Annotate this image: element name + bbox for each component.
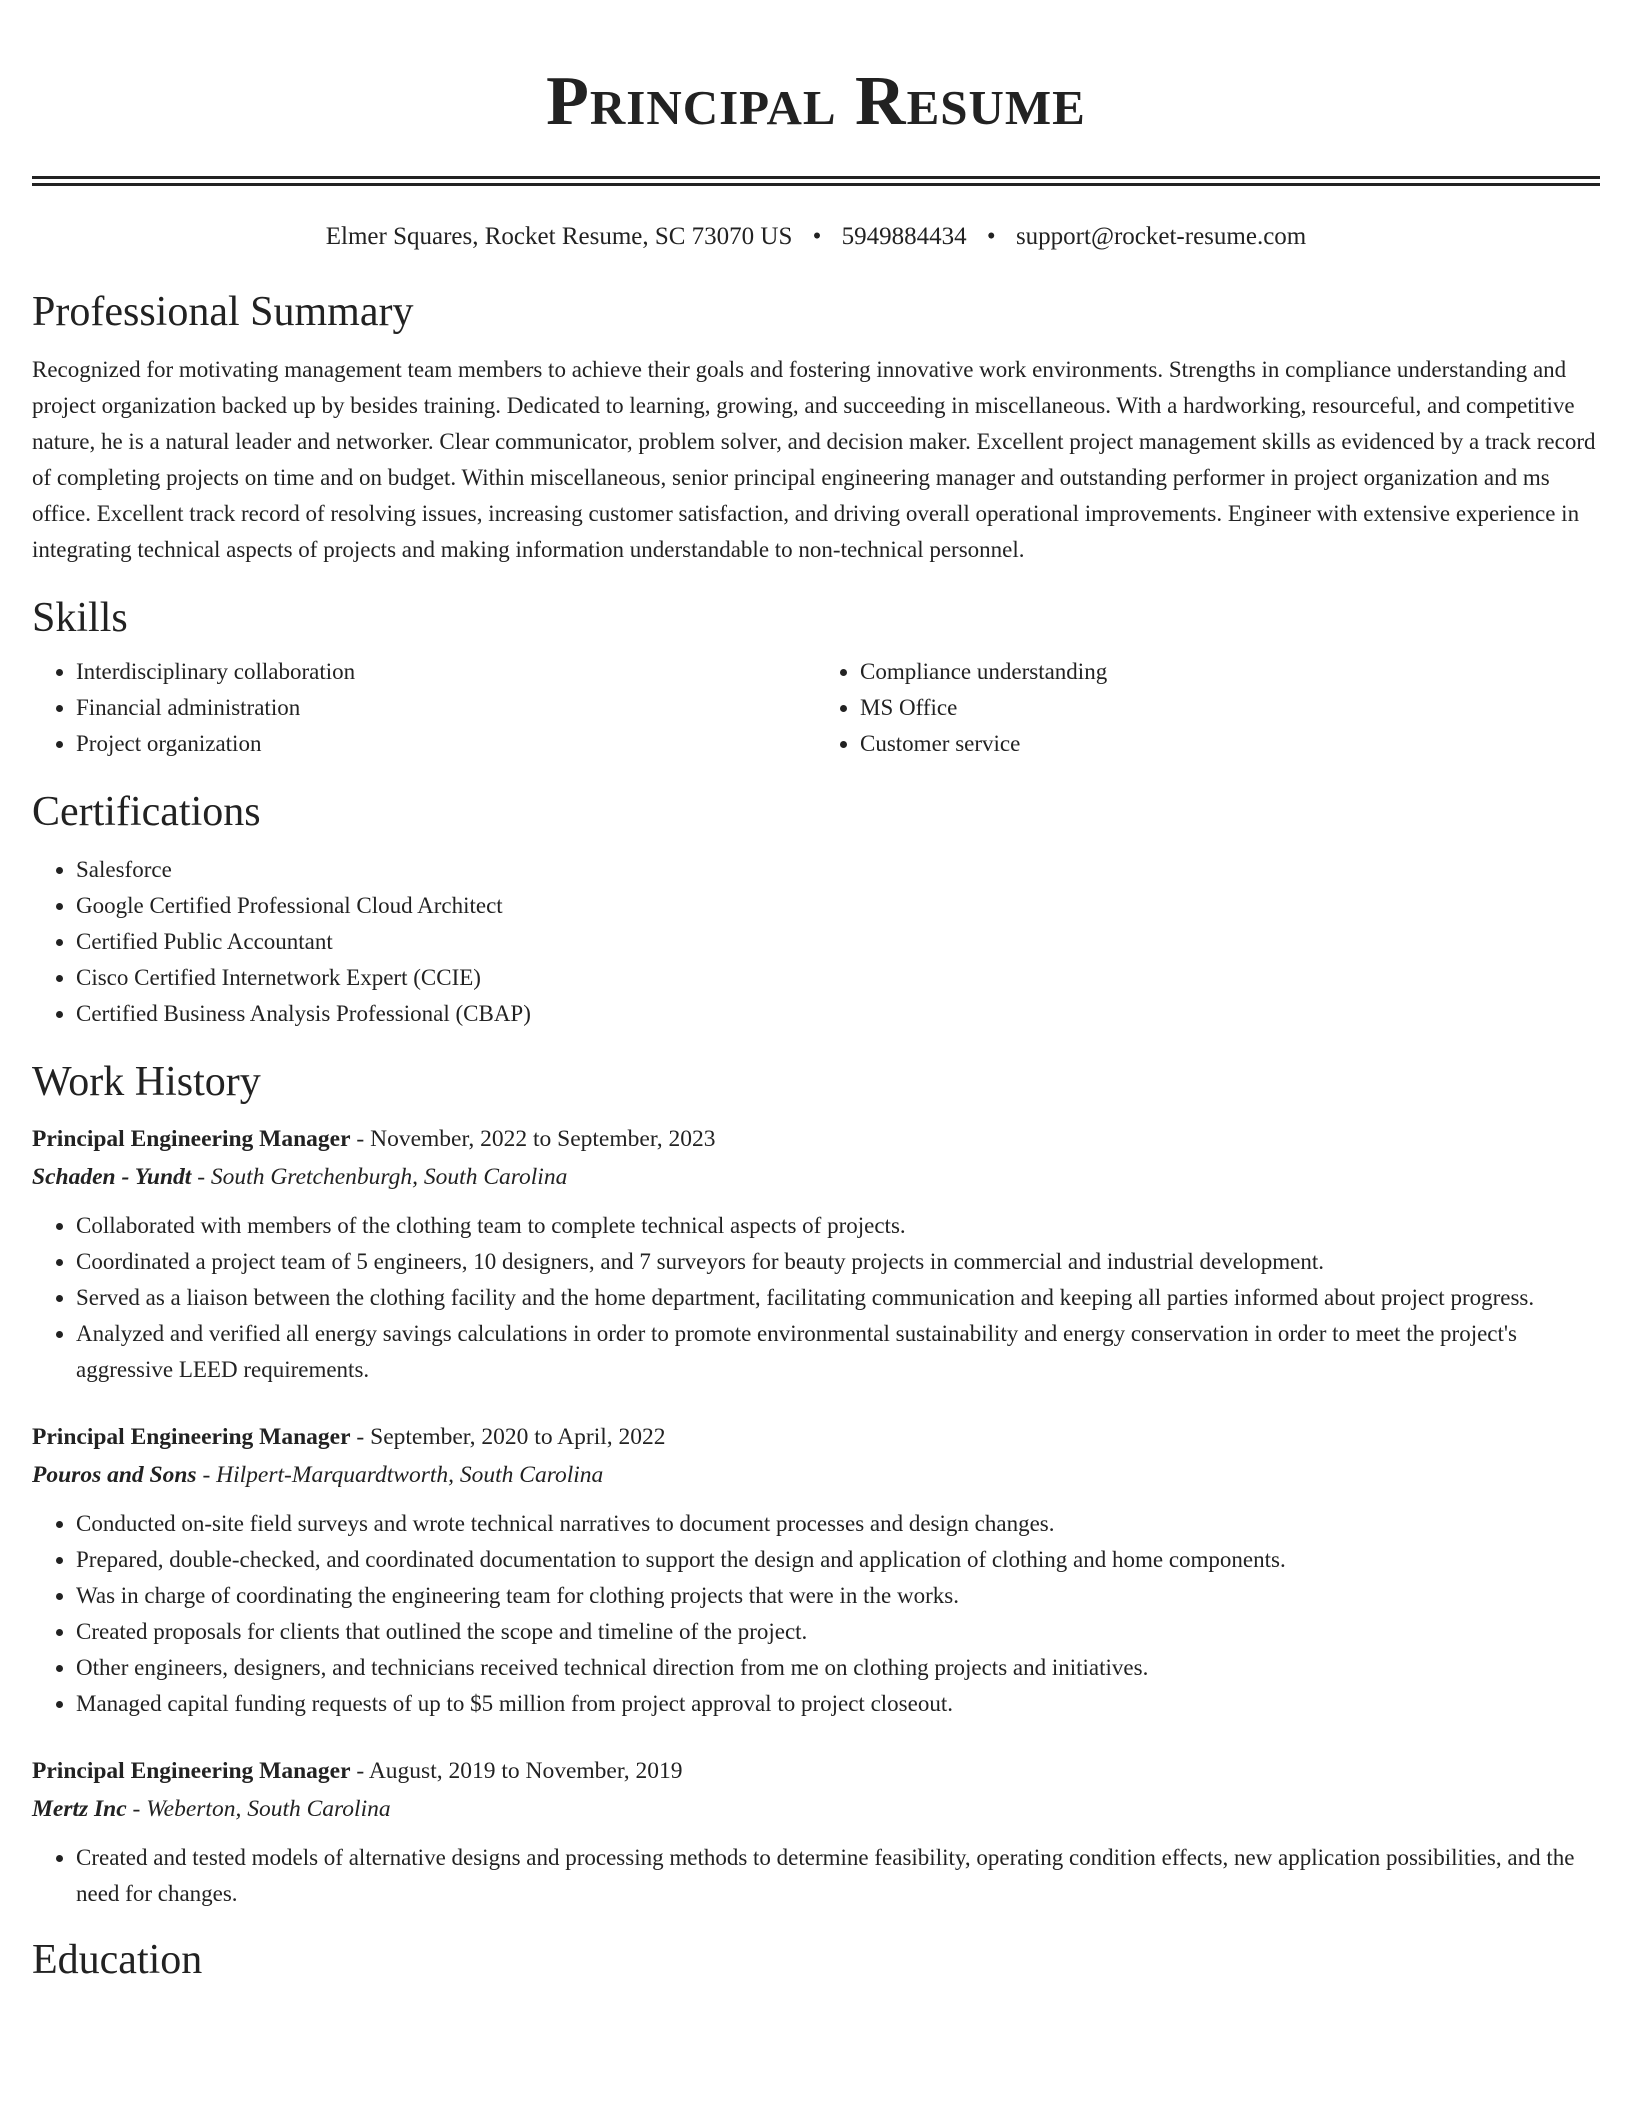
job-location: - Weberton, South Carolina: [126, 1796, 391, 1822]
skill-item: • Financial administration: [76, 690, 816, 726]
resume-page: [32, 0, 1600, 1986]
job-bullets: [32, 1506, 1600, 1722]
job-bullet: • Was in charge of coordinating the engineering team for clothing projects that were in the works.: [76, 1578, 1600, 1614]
job-title: Principal Engineering Manager: [32, 1126, 351, 1152]
skill-item: • MS Office: [860, 690, 1600, 726]
job-title: Principal Engineering Manager: [32, 1758, 351, 1784]
job-dates: - November, 2022 to September, 2023: [350, 1126, 716, 1152]
job-entry: [32, 1418, 1600, 1722]
job-company: Mertz Inc: [32, 1796, 127, 1822]
job-bullets: [32, 1840, 1600, 1912]
certifications-heading: Certifications: [32, 789, 261, 835]
job-company-line: [32, 1158, 1600, 1196]
job-header: [32, 1752, 1600, 1790]
education-heading: Education: [32, 1937, 203, 1983]
summary-text: Recognized for motivating management team members to achieve their goals and fostering innovative work environments. Strengths in compliance understanding and project organization backed up by besides training. Dedicated to learning, growing, and succeeding in miscellaneous. With a hardworking, resourceful, and competitive nature, he is a natural leader and networker. Clear communicator, problem solver, and decision maker. Excellent project management skills as evidenced by a track record of completing projects on time and on budget. Within miscellaneous, senior principal engineering manager and outstanding performer in project organization and ms office. Excellent track record of resolving issues, increasing customer satisfaction, and driving overall operational improvements. Engineer with extensive experience in integrating technical aspects of projects and making information understandable to non-technical personnel.: [32, 357, 1596, 562]
certification-item: • Certified Public Accountant: [76, 924, 1600, 960]
skills-list-left: [32, 654, 816, 762]
job-bullet: • Created proposals for clients that outlined the scope and timeline of the project.: [76, 1614, 1600, 1650]
title-divider: [32, 176, 1600, 186]
job-bullet: • Other engineers, designers, and technicians received technical direction from me on clothing projects and initiatives.: [76, 1650, 1600, 1686]
job-company-line: [32, 1456, 1600, 1494]
work-section: [32, 1056, 1600, 1912]
job-location: - South Gretchenburgh, South Carolina: [191, 1164, 568, 1190]
job-dates: - August, 2019 to November, 2019: [350, 1758, 683, 1784]
contact-separator: •: [812, 223, 822, 250]
skill-item: • Compliance understanding: [860, 654, 1600, 690]
job-bullet: • Conducted on-site field surveys and wrote technical narratives to document processes and design changes.: [76, 1506, 1600, 1542]
certification-item: • Google Certified Professional Cloud Architect: [76, 888, 1600, 924]
job-entry: [32, 1752, 1600, 1912]
job-bullet: • Coordinated a project team of 5 engineers, 10 designers, and 7 surveyors for beauty projects in commercial and industrial development.: [76, 1244, 1600, 1280]
job-location: - Hilpert-Marquardtworth, South Carolina: [196, 1462, 604, 1488]
job-bullets: [32, 1208, 1600, 1388]
certification-item: • Certified Business Analysis Professional (CBAP): [76, 996, 1600, 1032]
job-company: Schaden - Yundt: [32, 1164, 192, 1190]
job-title: Principal Engineering Manager: [32, 1424, 351, 1450]
job-bullet: • Created and tested models of alternative designs and processing methods to determine feasibility, operating condition effects, new application possibilities, and the need for changes.: [76, 1840, 1600, 1912]
job-header: [32, 1418, 1600, 1456]
skill-item: • Customer service: [860, 726, 1600, 762]
job-bullet: • Collaborated with members of the clothing team to complete technical aspects of projects.: [76, 1208, 1600, 1244]
skills-list-right: [816, 654, 1600, 762]
summary-section: [32, 286, 1600, 568]
contact-separator: •: [986, 223, 996, 250]
summary-heading: Professional Summary: [32, 289, 414, 335]
contact-email: support@rocket-resume.com: [1015, 223, 1307, 250]
skill-item: • Interdisciplinary collaboration: [76, 654, 816, 690]
contact-phone: 5949884434: [841, 223, 967, 250]
job-header: [32, 1120, 1600, 1158]
work-heading: Work History: [32, 1059, 261, 1105]
job-bullet: • Served as a liaison between the clothing facility and the home department, facilitating communication and keeping all parties informed about project progress.: [76, 1280, 1600, 1316]
resume-title: Principal Resume: [546, 63, 1086, 140]
job-company: Pouros and Sons: [32, 1462, 197, 1488]
certifications-section: [32, 786, 1600, 1032]
certifications-list: [32, 852, 1600, 1032]
contact-line: [32, 220, 1600, 254]
skills-section: [32, 592, 1600, 762]
certification-item: • Cisco Certified Internetwork Expert (CCIE): [76, 960, 1600, 996]
job-dates: - September, 2020 to April, 2022: [350, 1424, 666, 1450]
job-bullet: • Managed capital funding requests of up to $5 million from project approval to project closeout.: [76, 1686, 1600, 1722]
skills-grid: [32, 654, 1600, 762]
job-bullet: • Prepared, double-checked, and coordinated documentation to support the design and application of clothing and home components.: [76, 1542, 1600, 1578]
job-bullet: • Analyzed and verified all energy savings calculations in order to promote environmental sustainability and energy conservation in order to meet the project's aggressive LEED requirements.: [76, 1316, 1600, 1388]
contact-address: Elmer Squares, Rocket Resume, SC 73070 US: [325, 223, 793, 250]
education-section: [32, 1934, 1600, 1986]
job-entry: [32, 1120, 1600, 1388]
job-company-line: [32, 1790, 1600, 1828]
skills-heading: Skills: [32, 595, 128, 641]
skill-item: • Project organization: [76, 726, 816, 762]
certification-item: • Salesforce: [76, 852, 1600, 888]
